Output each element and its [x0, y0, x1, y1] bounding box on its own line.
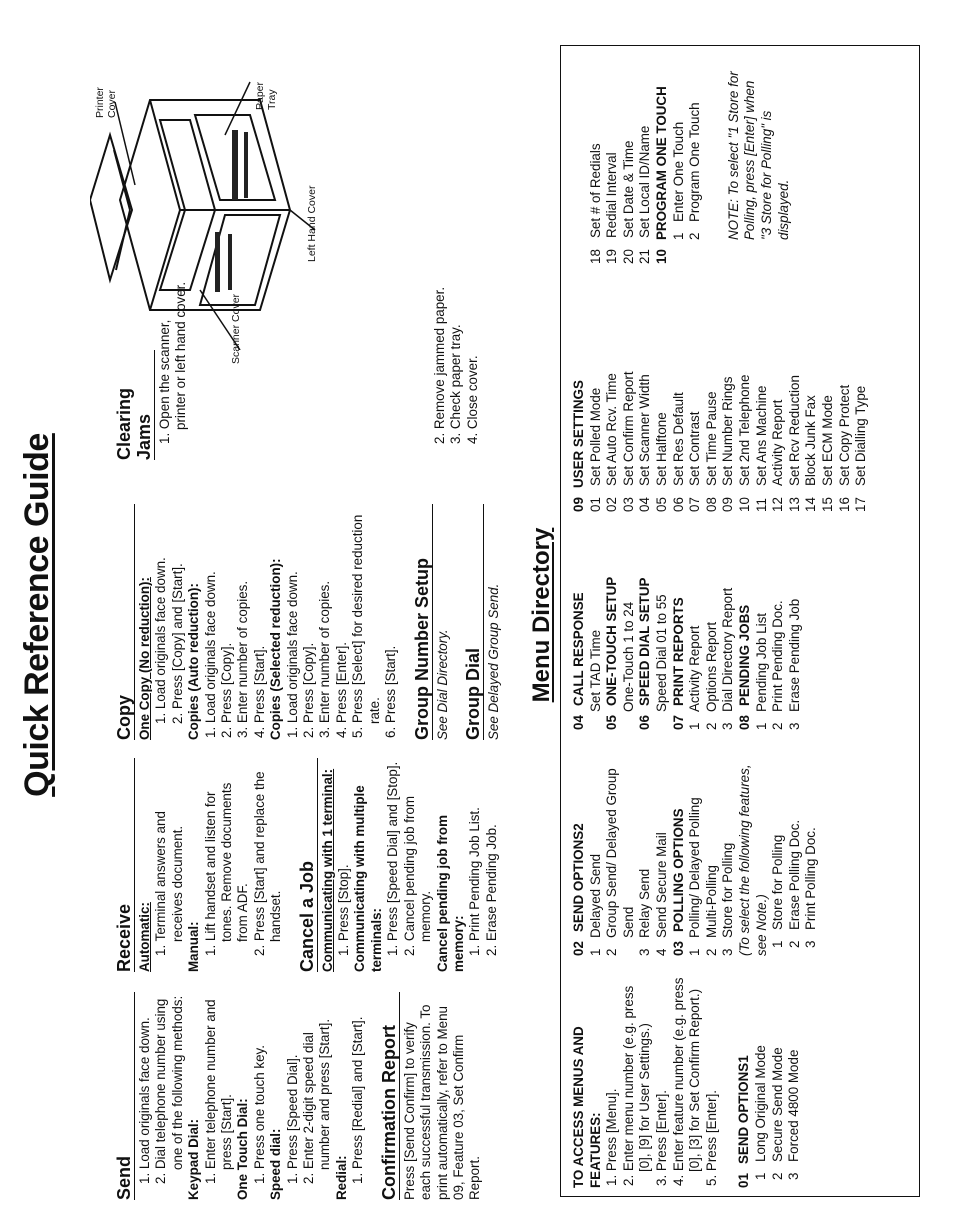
- feature-row: [604, 50, 621, 264]
- feature-row: [704, 272, 721, 512]
- menu-title: SPEED DIAL SETUP: [637, 577, 653, 706]
- cancel-pending-step: 2. Erase Pending Job.: [483, 824, 499, 956]
- send-column: [110, 992, 484, 1200]
- feature-number: 14: [803, 497, 819, 512]
- feature-label: Set Copy Protect: [836, 384, 852, 486]
- feature-row: [820, 272, 837, 512]
- keypad-label: Keypad Dial:: [186, 1118, 202, 1200]
- feature-row: [637, 272, 654, 512]
- cancel-multi-step: 2. Cancel pending job from memory.: [401, 795, 434, 956]
- send-step: 1. Load originals face down.: [137, 1017, 152, 1184]
- copy-step: 1. Load originals face down.: [202, 571, 218, 738]
- menu-number: 08: [736, 715, 752, 730]
- feature-row: [621, 272, 638, 512]
- cancel-one-label: Communicating with 1 terminal:: [319, 768, 335, 972]
- fax-machine-icon: [90, 70, 320, 350]
- feature-row: [787, 272, 804, 512]
- copy-column: [110, 504, 502, 740]
- send-heading: Send: [114, 992, 135, 1200]
- feature-number: 2: [687, 232, 703, 240]
- feature-number: 15: [819, 497, 835, 512]
- menu-note: NOTE: To select "1 Store for Polling, press [Enter] when "3 Store for Polling" is displayed.: [725, 71, 791, 240]
- menu-directory-title: Menu Directory: [528, 527, 555, 703]
- feature-label: Group Send/ Delayed Group Send: [604, 768, 636, 938]
- feature-label: Forced 4800 Mode: [786, 1049, 802, 1162]
- feature-row: [588, 272, 605, 512]
- feature-number: 11: [753, 498, 769, 512]
- feature-row: [621, 50, 638, 264]
- redial-label: Redial:: [333, 1155, 349, 1200]
- feature-number: 12: [770, 497, 786, 512]
- feature-number: 1: [670, 232, 686, 240]
- cancel-multi-step: 1. Press [Speed Dial] and [Stop].: [385, 761, 401, 956]
- feature-number: 2: [770, 722, 786, 730]
- feature-number: 09: [720, 497, 736, 512]
- onetouch-label: One Touch Dial:: [235, 1098, 251, 1200]
- group-dial-note: See Delayed Group Send.: [485, 583, 501, 740]
- feature-label: Erase Pending Job: [786, 598, 802, 712]
- jams-heading: Clearing Jams: [114, 350, 155, 460]
- menu-title: PENDING JOBS: [736, 604, 752, 706]
- feature-label: Print Pending Doc.: [770, 600, 786, 712]
- menu-title: SEND OPTIONS2: [571, 823, 586, 932]
- feature-row: [754, 272, 771, 512]
- menu-access-step: 3. Press [Enter].: [653, 1089, 669, 1186]
- onetouch-step: 1. Press one touch key.: [251, 1045, 267, 1184]
- copy-step: 4. Press [Start].: [251, 645, 267, 738]
- menu-title: SEND OPTIONS1: [736, 1055, 752, 1164]
- copy-step: 3. Enter number of copies.: [235, 580, 251, 738]
- feature-number: 4: [653, 948, 669, 956]
- feature-number: 16: [836, 497, 852, 512]
- speed-step: 2. Enter 2-digit speed dial number and press [Start].: [301, 1018, 333, 1184]
- feature-row: [720, 272, 737, 512]
- feature-number: 17: [853, 497, 869, 512]
- feature-label: Enter One Touch: [670, 121, 686, 222]
- cancel-one-step: 1. Press [Stop].: [336, 864, 352, 956]
- feature-number: 3: [637, 948, 653, 956]
- feature-row: [803, 272, 820, 512]
- menu-access-label: TO ACCESS MENUS AND FEATURES:: [571, 1026, 603, 1188]
- feature-row: [588, 50, 605, 264]
- group-setup-heading: Group Number Setup: [412, 504, 433, 740]
- feature-number: 20: [620, 249, 636, 264]
- feature-label: Secure Send Mode: [769, 1047, 785, 1162]
- menu-number: 10: [653, 249, 669, 264]
- feature-number: 1: [587, 948, 603, 956]
- speed-label: Speed dial:: [268, 1128, 284, 1200]
- feature-label: Options Report: [703, 621, 719, 712]
- copy-step: 5. Press [Select] for desired reduction rate.: [350, 514, 382, 738]
- menu-title: PROGRAM ONE TOUCH: [653, 86, 669, 240]
- group-setup-note: See Dial Directory.: [434, 629, 450, 740]
- feature-label: Set Rcv Reduction: [786, 375, 802, 486]
- feature-label: Delayed Send: [587, 853, 603, 938]
- automatic-step: 1. Terminal answers and receives document.: [153, 811, 185, 956]
- feature-label: Store for Polling: [720, 842, 736, 938]
- menu-access-step: 1. Press [Menu].: [604, 1088, 620, 1186]
- scanner-cover-label: Scanner Cover: [230, 293, 242, 364]
- menu-directory-box: [560, 45, 920, 1197]
- copy-one-label: One Copy (No reduction):: [137, 577, 152, 740]
- feature-label: Block Junk Fax: [803, 395, 819, 486]
- jams-step: 3. Check paper tray.: [448, 324, 464, 444]
- feature-row: [853, 272, 870, 512]
- feature-number: 18: [587, 249, 603, 264]
- feature-label: Dial Directory Report: [720, 587, 736, 712]
- feature-label: Set Time Pause: [703, 391, 719, 486]
- feature-row: [837, 272, 854, 512]
- feature-label: Redial Interval: [604, 152, 620, 238]
- feature-label: Set Scanner Width: [637, 374, 653, 486]
- confirmation-heading: Confirmation Report: [379, 992, 400, 1200]
- menu-title: USER SETTINGS: [571, 380, 586, 488]
- menu-number: 01: [736, 1173, 752, 1188]
- menu-title: CALL RESPONSE: [571, 592, 586, 706]
- feature-number: 04: [637, 497, 653, 512]
- feature-number: 03: [620, 497, 636, 512]
- feature-number: 10: [736, 497, 752, 512]
- copy-selected-label: Copies (Selected reduction):: [268, 558, 284, 740]
- feature-number: 21: [637, 249, 653, 264]
- feature-number: 19: [604, 249, 620, 264]
- feature-number: 08: [703, 497, 719, 512]
- menu-column-4: [571, 272, 870, 512]
- feature-number: 06: [670, 497, 686, 512]
- copy-step: 2. Press [Copy].: [219, 642, 235, 738]
- feature-label: Set Number Rings: [720, 376, 736, 486]
- menu-number: 06: [637, 715, 653, 730]
- feature-number: 3: [803, 940, 819, 948]
- feature-label: Set TAD Time: [587, 629, 603, 712]
- feature-number: 1: [687, 722, 703, 730]
- copy-step: 1. Load originals face down.: [153, 557, 169, 724]
- feature-row: [687, 272, 704, 512]
- menu-access-step: 5. Press [Enter].: [703, 1089, 719, 1186]
- menu-access-step: 4. Enter feature number (e.g. press [0], [3] for Set Confirm Report.): [670, 977, 703, 1186]
- user-settings-list-cont: [588, 50, 654, 264]
- jams-step: 1. Open the scanner, printer or left hand cover.: [157, 281, 189, 444]
- feature-label: Set Date & Time: [620, 140, 636, 238]
- feature-number: 2: [786, 940, 802, 948]
- feature-row: [604, 272, 621, 512]
- feature-number: 3: [720, 948, 736, 956]
- feature-label: Set Res Default: [670, 392, 686, 486]
- menu-column-2: [571, 746, 820, 956]
- speed-step: 1. Press [Speed Dial].: [284, 1054, 300, 1184]
- feature-label: Set Halftone: [653, 412, 669, 486]
- receive-heading: Receive: [114, 758, 135, 972]
- feature-number: 3: [786, 722, 802, 730]
- copy-step: 3. Enter number of copies.: [317, 580, 333, 738]
- manual-step: 1. Lift handset and listen for tones. Remove documents from ADF.: [202, 782, 251, 956]
- paper-tray-label: Paper Tray: [254, 81, 278, 110]
- feature-label: Set 2nd Telephone: [736, 374, 752, 486]
- feature-row: [671, 272, 688, 512]
- user-settings-list: [588, 272, 870, 512]
- cancel-pending-label: Cancel pending job from memory:: [434, 815, 466, 972]
- copy-step: 4. Press [Enter].: [333, 641, 349, 738]
- feature-number: 2: [604, 948, 620, 956]
- feature-row: [737, 272, 754, 512]
- feature-number: 05: [653, 497, 669, 512]
- feature-label: Send Secure Mail: [653, 832, 669, 938]
- menu-number: 05: [604, 715, 620, 730]
- send-step: 2. Dial telephone number using one of the following methods:: [153, 995, 185, 1184]
- menu-title: POLLING OPTIONS: [670, 808, 686, 932]
- menu-number: 09: [571, 497, 586, 512]
- menu-number: 02: [571, 941, 586, 956]
- feature-number: 3: [720, 722, 736, 730]
- feature-label: Activity Report: [770, 399, 786, 486]
- feature-label: Pending Job List: [753, 612, 769, 712]
- copy-step: 2. Press [Copy] and [Start].: [169, 563, 185, 724]
- menu-access-step: 2. Enter menu number (e.g. press [0], [9] for User Settings.): [620, 985, 653, 1186]
- feature-label: Set Confirm Report: [620, 371, 636, 486]
- receive-column: [110, 758, 500, 972]
- feature-label: Polling/ Delayed Polling: [687, 797, 703, 938]
- feature-label: Set ECM Mode: [819, 395, 835, 486]
- manual-label: Manual:: [186, 921, 202, 972]
- cancel-heading: Cancel a Job: [297, 758, 318, 972]
- menu-column-5: [571, 50, 792, 264]
- feature-number: 2: [703, 722, 719, 730]
- feature-label: Multi-Polling: [703, 865, 719, 938]
- feature-label: Set Ans Machine: [753, 385, 769, 486]
- feature-label: Set # of Redials: [587, 143, 603, 238]
- feature-number: 1: [753, 722, 769, 730]
- menu-number: 07: [670, 715, 686, 730]
- copy-step: 6. Press [Start].: [383, 645, 399, 738]
- menu-column-3: [571, 520, 803, 730]
- feature-number: 2: [769, 1172, 785, 1180]
- feature-label: Store for Polling: [770, 834, 786, 930]
- feature-label: Long Original Mode: [752, 1045, 768, 1162]
- manual-step: 2. Press [Start] and replace the handset.: [251, 771, 284, 956]
- feature-row: [654, 272, 671, 512]
- menu-number: 03: [670, 941, 686, 956]
- page-title: Quick Reference Guide: [18, 433, 56, 797]
- feature-label: Program One Touch: [687, 102, 703, 222]
- automatic-label: Automatic:: [137, 902, 152, 972]
- menu-title: ONE-TOUCH SETUP: [604, 576, 620, 706]
- feature-number: 1: [770, 940, 786, 948]
- feature-number: 1: [752, 1172, 768, 1180]
- redial-step: 1. Press [Redial] and [Start].: [350, 1016, 366, 1184]
- feature-number: 02: [604, 497, 620, 512]
- cancel-pending-step: 1. Print Pending Job List.: [467, 807, 483, 956]
- feature-number: 2: [703, 948, 719, 956]
- feature-label: Speed Dial 01 to 55: [653, 594, 669, 712]
- left-hand-cover-label: Left Hand Cover: [306, 185, 318, 262]
- menu-title: PRINT REPORTS: [670, 597, 686, 706]
- cancel-multi-label: Communicating with multiple terminals:: [352, 785, 384, 972]
- feature-label: Set Dialling Type: [853, 385, 869, 486]
- feature-number: 07: [687, 497, 703, 512]
- menu-number: 04: [571, 715, 586, 730]
- copy-auto-label: Copies (Auto reduction):: [186, 583, 202, 740]
- jams-step: 4. Close cover.: [464, 355, 480, 444]
- feature-row: [770, 272, 787, 512]
- jams-step: 2. Remove jammed paper.: [432, 286, 447, 444]
- confirmation-text: Press [Send Confirm] to verify each successful transmission. To print automatically, refer to Menu 09, Feature 03, Set Confirm Report.: [401, 1004, 483, 1200]
- feature-label: Erase Polling Doc.: [786, 819, 802, 930]
- feature-number: 01: [587, 497, 603, 512]
- keypad-step: 1. Enter telephone number and press [Start].: [202, 999, 235, 1184]
- feature-number: 1: [687, 948, 703, 956]
- feature-label: Set Contrast: [687, 411, 703, 486]
- feature-label: Relay Send: [637, 868, 653, 938]
- feature-label: Set Auto Rcv. Time: [604, 373, 620, 486]
- polling-note: (To select the following features, see Note.): [736, 764, 769, 956]
- feature-label: Activity Report: [687, 625, 703, 712]
- copy-step: 1. Load originals face down.: [284, 571, 300, 738]
- printer-cover-label: Printer Cover: [94, 87, 118, 118]
- menu-access-column: [571, 968, 803, 1188]
- feature-label: Set Polled Mode: [587, 387, 603, 486]
- copy-heading: Copy: [114, 504, 135, 740]
- feature-label: One-Touch 1 to 24: [620, 601, 636, 712]
- group-dial-heading: Group Dial: [463, 504, 484, 740]
- feature-number: 3: [786, 1172, 802, 1180]
- feature-number: 13: [786, 497, 802, 512]
- feature-label: Set Local ID/Name: [637, 125, 653, 238]
- feature-row: [637, 50, 654, 264]
- copy-step: 2. Press [Copy].: [301, 642, 317, 738]
- feature-label: Print Polling Doc.: [803, 827, 819, 930]
